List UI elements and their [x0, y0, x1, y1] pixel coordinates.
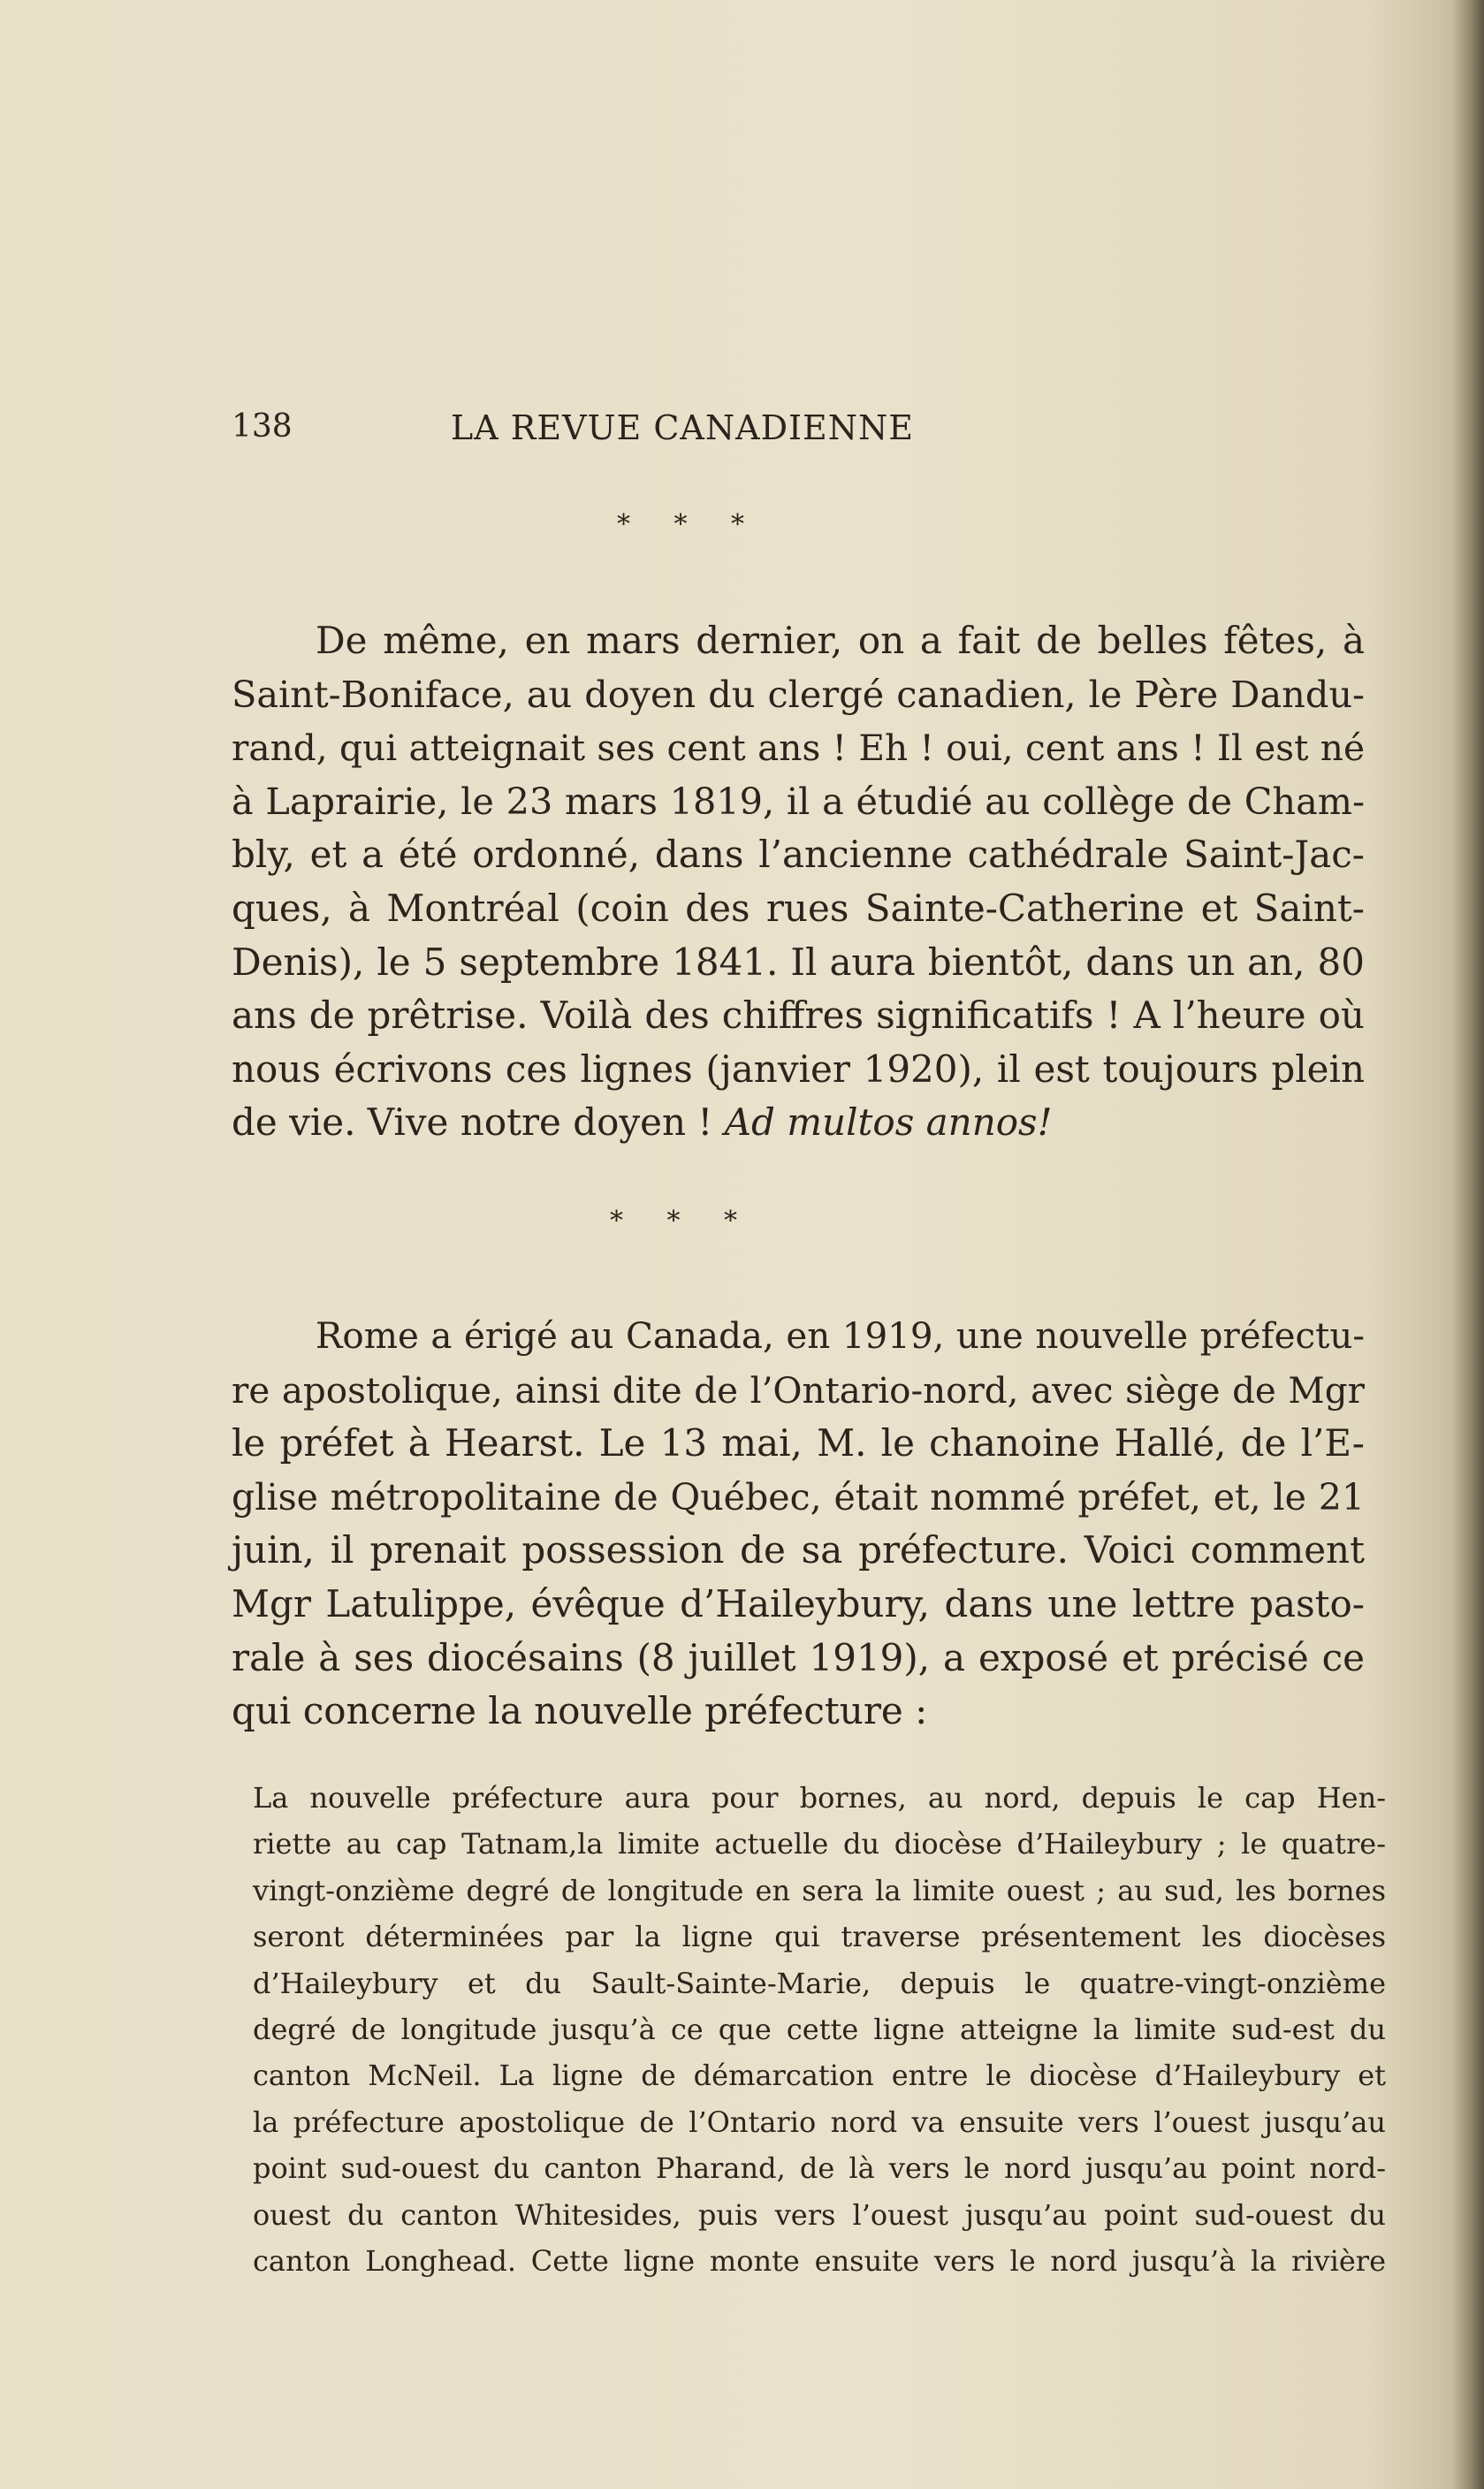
- quote-line: d’Haileybury et du Sault-Sainte-Marie, depuis le quatre-vingt-onzième: [253, 1966, 1386, 2000]
- quote-line: canton Longhead. Cette ligne monte ensuite vers le nord jusqu’à la rivière: [253, 2244, 1386, 2279]
- quote-line: degré de longitude jusqu’à ce que cette ligne atteigne la limite sud-est du: [253, 2013, 1386, 2047]
- text-line: rand, qui atteignait ses cent ans ! Eh ! oui, cent ans ! Il est né: [232, 727, 1365, 770]
- text-line: bly, et a été ordonné, dans l’ancienne cathédrale Saint-Jac-: [232, 833, 1365, 877]
- section-separator-1: * * *: [616, 509, 763, 540]
- section-separator-2: * * *: [609, 1206, 756, 1237]
- text-line: glise métropolitaine de Québec, était nommé préfet, et, le 21: [232, 1475, 1365, 1519]
- pastoral-letter-quotation: [253, 1775, 1384, 2284]
- text-line: Rome a érigé au Canada, en 1919, une nouvelle préfectu-: [316, 1315, 1365, 1357]
- text-line: ans de prêtrise. Voilà des chiffres significatifs ! A l’heure où: [232, 993, 1365, 1038]
- text-line-last: [232, 1096, 1365, 1150]
- quote-line: vingt-onzième degré de longitude en sera la limite ouest ; au sud, les bornes: [253, 1873, 1386, 1907]
- page-number: 138: [232, 408, 293, 445]
- running-title: LA REVUE CANADIENNE: [450, 408, 915, 447]
- latin-phrase: Ad multos annos!: [724, 1100, 1053, 1145]
- page-edge-shadow: [1452, 0, 1484, 2489]
- quote-line: seront déterminées par la ligne qui traverse présentement les diocèses: [253, 1920, 1386, 1954]
- text-line: Mgr Latulippe, évêque d’Haileybury, dans une lettre pasto-: [232, 1581, 1365, 1625]
- quote-line: canton McNeil. La ligne de démarcation entre le diocèse d’Haileybury et: [253, 2059, 1386, 2093]
- text-line: le préfet à Hearst. Le 13 mai, M. le chanoine Hallé, de l’E-: [232, 1421, 1365, 1465]
- text-line: à Laprairie, le 23 mars 1819, il a étudié au collège de Cham-: [232, 780, 1365, 823]
- text-line: rale à ses diocésains (8 juillet 1919), a exposé et précisé ce: [232, 1635, 1365, 1679]
- text-line: re apostolique, ainsi dite de l’Ontario-nord, avec siège de Mgr: [232, 1368, 1365, 1412]
- text-line: De même, en mars dernier, on a fait de belles fêtes, à: [316, 619, 1365, 662]
- quote-line: ouest du canton Whitesides, puis vers l’ouest jusqu’au point sud-ouest du: [253, 2197, 1386, 2232]
- text-line: juin, il prenait possession de sa préfecture. Voici comment: [232, 1528, 1365, 1572]
- text-line-last: qui concerne la nouvelle préfecture :: [232, 1689, 928, 1733]
- text-line: ques, à Montréal (coin des rues Sainte-Catherine et Saint-: [232, 886, 1365, 930]
- quote-line: La nouvelle préfecture aura pour bornes, au nord, depuis le cap Hen-: [253, 1781, 1386, 1815]
- quote-line: la préfecture apostolique de l’Ontario nord va ensuite vers l’ouest jusqu’au: [253, 2105, 1386, 2139]
- text-line: Denis), le 5 septembre 1841. Il aura bientôt, dans un an, 80: [232, 940, 1365, 984]
- quote-line: riette au cap Tatnam,la limite actuelle du diocèse d’Haileybury ; le quatre-: [253, 1827, 1386, 1861]
- quote-line: point sud-ouest du canton Pharand, de là vers le nord jusqu’au point nord-: [253, 2151, 1386, 2186]
- paragraph-prefecture: [232, 1310, 1363, 1739]
- text-line: nous écrivons ces lignes (janvier 1920), il est toujours plein: [232, 1047, 1365, 1091]
- text-fragment: de vie. Vive notre doyen !: [232, 1100, 725, 1145]
- page-header: [232, 408, 1133, 453]
- paragraph-doyen: [232, 614, 1363, 1150]
- text-line: Saint-Boniface, au doyen du clergé canadien, le Père Dandu-: [232, 673, 1365, 716]
